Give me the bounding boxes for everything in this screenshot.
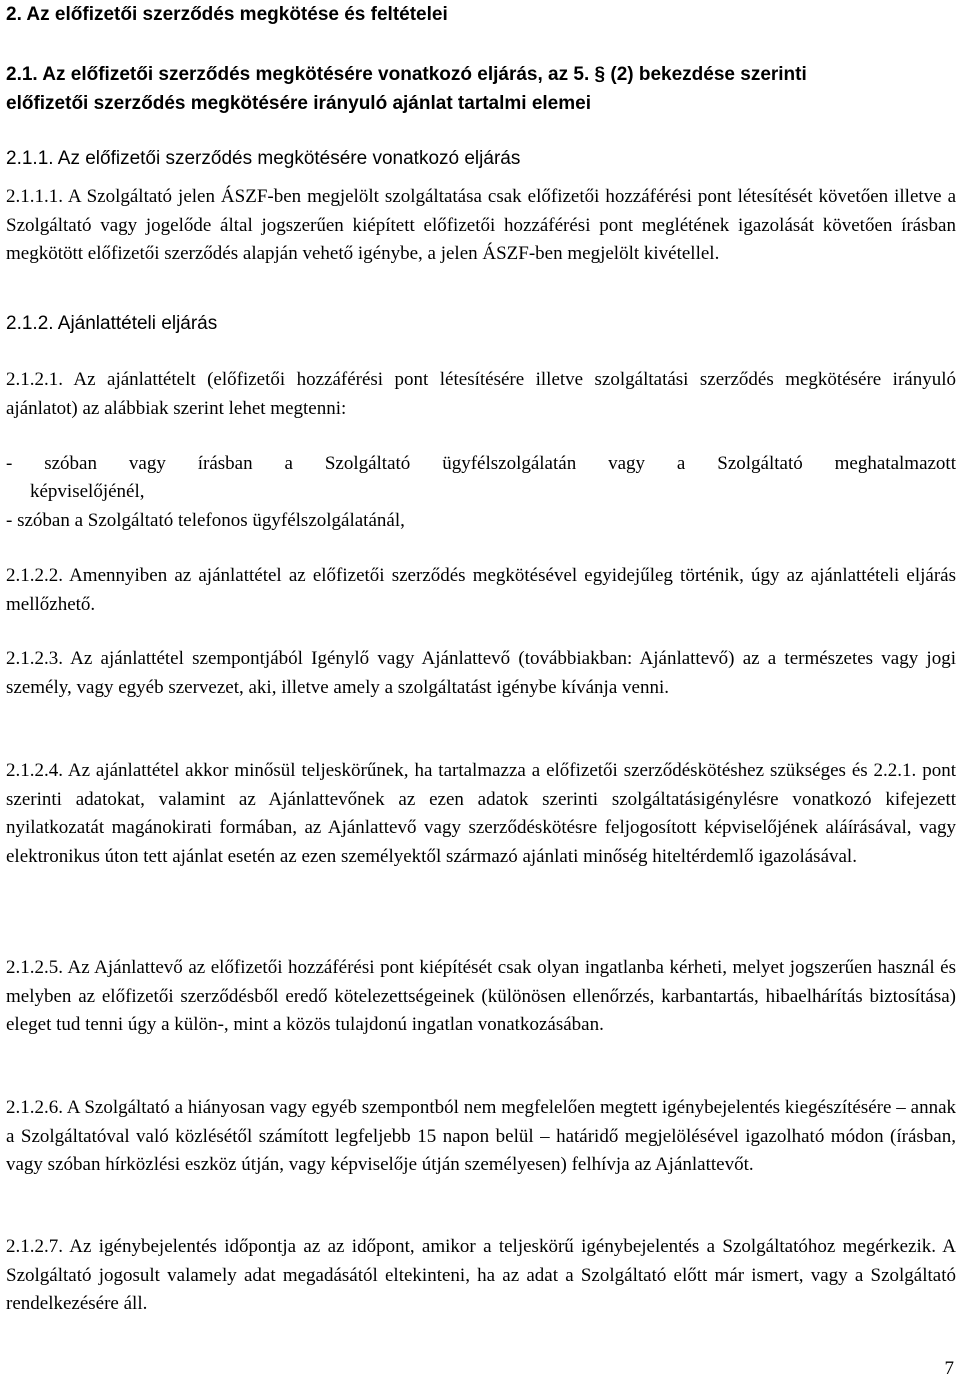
subsection-heading-2-1-2: 2.1.2. Ajánlattételi eljárás [6, 313, 218, 334]
page-number: 7 [944, 1358, 954, 1379]
bullet-item-1-line1: - szóban vagy írásban a Szolgáltató ügyfélszolgálatán vagy a Szolgáltató meghatalmazott [6, 453, 956, 474]
bullet-item-2: - szóban a Szolgáltató telefonos ügyfélszolgálatánál, [6, 510, 405, 531]
paragraph-2-1-2-5: 2.1.2.5. Az Ajánlattevő az előfizetői hozzáférési pont kiépítését csak olyan ingatlanba kérheti, melyet jogszerűen használ és melyben az előfizetői szerződésből eredő kötelezettségeinek (különösen ellenőrzés, karbantartás, hibaelhárítás biztosítása) eleget tud tenni úgy a külön-, mint a közös tulajdonú ingatlan vonatkozásában. [6, 957, 956, 1035]
section-heading-2: 2. Az előfizetői szerződés megkötése és feltételei [6, 4, 448, 25]
paragraph-2-1-2-7: 2.1.2.7. Az igénybejelentés időpontja az az időpont, amikor a teljeskörű igénybejelentés a Szolgáltatóhoz megérkezik. A Szolgáltató jogosult valamely adat megadásától eltekinteni, ha az adat a Szolgáltató előtt már ismert, vagy a Szolgáltató rendelkezésére áll. [6, 1236, 956, 1314]
paragraph-2-1-2-1: 2.1.2.1. Az ajánlattételt (előfizetői hozzáférési pont létesítésére illetve szolgáltatási szerződés megkötésére irányuló ajánlatot) az alábbiak szerint lehet megtenni: [6, 369, 956, 419]
paragraph-2-1-2-6: 2.1.2.6. A Szolgáltató a hiányosan vagy egyéb szempontból nem megfelelően megtett igénybejelentés kiegészítésére – annak a Szolgáltatóval való közlésétől számított legfeljebb 15 napon belül – határidő megjelölésével igazolható módon (írásban, vagy szóban hírközlési eszköz útján, vagy képviselője útján személyesen) felhívja az Ajánlattevőt. [6, 1097, 956, 1175]
section-heading-2-1-line1: 2.1. Az előfizetői szerződés megkötésére vonatkozó eljárás, az 5. § (2) bekezdése szerinti [6, 64, 807, 85]
paragraph-2-1-2-4: 2.1.2.4. Az ajánlattétel akkor minősül teljeskörűnek, ha tartalmazza a előfizetői szerződéskötéshez szükséges és 2.2.1. pont szerinti adatokat, valamint az Ajánlattevőnek az ezen adatok szerinti szolgáltatásigénylésre vonatkozó kifejezett nyilatkozatát magánokirati formában, az Ajánlattevő vagy szerződéskötésre feljogosított képviselőjének aláírásával, vagy elektronikus úton tett ajánlat esetén az ezen személyektől származó ajánlati minőség hiteltérdemlő igazolásával. [6, 760, 956, 867]
bullet-item-1-line2: képviselőjénél, [30, 481, 145, 502]
paragraph-2-1-2-3: 2.1.2.3. Az ajánlattétel szempontjából Igénylő vagy Ajánlattevő (továbbiakban: Ajánlattevő) az a természetes vagy jogi személy, vagy egyéb szervezet, aki, illetve amely a szolgáltatást igénybe kívánja venni. [6, 648, 956, 698]
paragraph-2-1-1-1: 2.1.1.1. A Szolgáltató jelen ÁSZF-ben megjelölt szolgáltatása csak előfizetői hozzáférési pont létesítését követően illetve a Szolgáltató vagy jogelőde által jogszerűen kiépített előfizetői hozzáférési pont meglétének igazolását követően írásban megkötött előfizetői szerződés alapján vehető igénybe, a jelen ÁSZF-ben megjelölt kivétellel. [6, 186, 956, 264]
section-heading-2-1-line2: előfizetői szerződés megkötésére irányuló ajánlat tartalmi elemei [6, 93, 591, 114]
paragraph-2-1-2-2: 2.1.2.2. Amennyiben az ajánlattétel az előfizetői szerződés megkötésével egyidejűleg történik, úgy az ajánlattételi eljárás mellőzhető. [6, 565, 956, 615]
subsection-heading-2-1-1: 2.1.1. Az előfizetői szerződés megkötésére vonatkozó eljárás [6, 148, 521, 169]
